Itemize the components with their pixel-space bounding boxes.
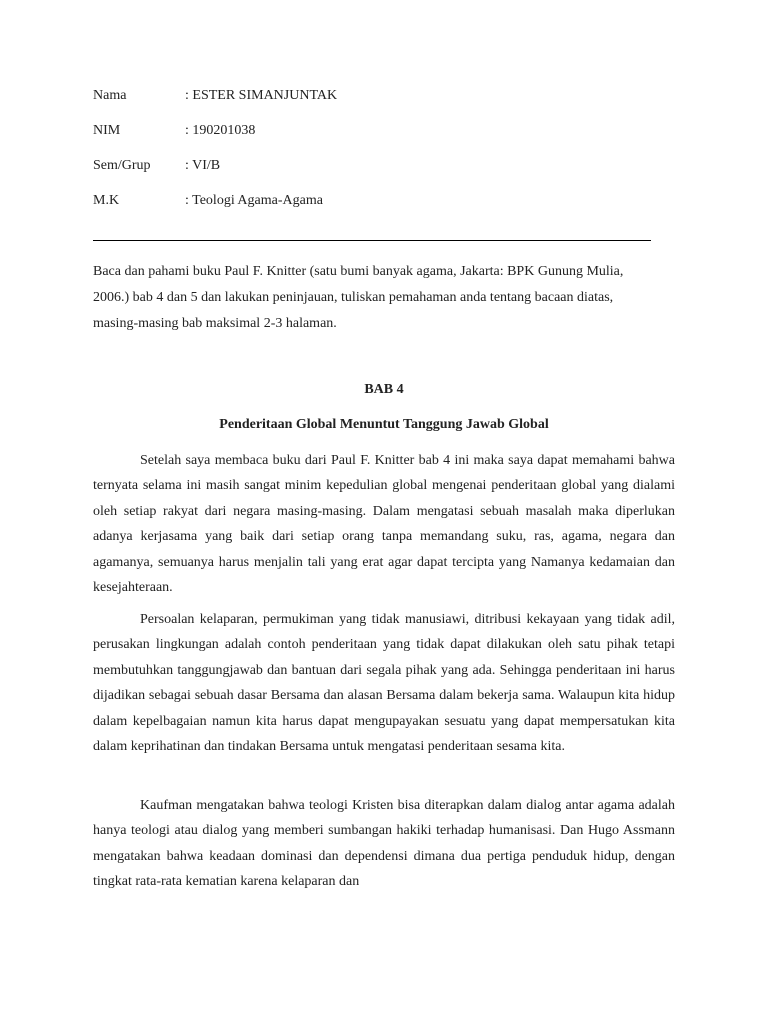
- name-label: Nama: [93, 88, 127, 103]
- body-paragraph-2: Persoalan kelaparan, permukiman yang tidak manusiawi, ditribusi kekayaan yang tidak adil, perusakan lingkungan adalah contoh penderitaan yang tidak dapat dilakukan oleh satu pihak tetapi membutuhkan tanggungjawab dan bantuan dari segala pihak yang ada. Sehingga penderitaan ini harus dijadikan sebagai sebuah dasar Bersama dan alasan Bersama dalam bekerja sama. Walaupun kita hidup dalam kepelbagaian namun kita harus dapat mengupayakan sesuatu yang dapat mempersatukan kita dalam keprihatinan dan tindakan Bersama untuk mengatasi penderitaan sesama kita.: [93, 612, 675, 755]
- assignment-instruction: Baca dan pahami buku Paul F. Knitter (satu bumi banyak agama, Jakarta: BPK Gunung Mulia, 2006.) bab 4 dan 5 dan lakukan peninjauan, tuliskan pemahaman anda tentang bacaan diatas, masing-masing bab maksimal 2-3 halaman.: [93, 264, 624, 331]
- nim-value: : 190201038: [185, 123, 256, 138]
- course-label: M.K: [93, 193, 120, 208]
- body-paragraph-1: Setelah saya membaca buku dari Paul F. Knitter bab 4 ini maka saya dapat memahami bahwa ternyata selama ini masih sangat minim kepedulian global mengenai penderitaan global yang dialami oleh setiap rakyat dari negara masing-masing. Dalam mengatasi sebuah masalah maka diperlukan adanya kerjasama yang baik dari setiap orang tanpa memandang suku, ras, agama, negara dan agamanya, semuanya harus menjalin tali yang erat agar dapat tercipta yang Namanya kedamaian dan kesejahteraan.: [93, 453, 675, 596]
- course-value: : Teologi Agama-Agama: [185, 193, 323, 208]
- chapter-title: Penderitaan Global Menuntut Tanggung Jawab Global: [219, 417, 549, 432]
- group-label: Sem/Grup: [93, 158, 151, 173]
- nim-label: NIM: [93, 123, 121, 138]
- name-value: : ESTER SIMANJUNTAK: [185, 88, 338, 103]
- header-divider: [93, 240, 651, 241]
- group-value: : VI/B: [185, 158, 221, 173]
- chapter-number: BAB 4: [364, 382, 404, 397]
- body-paragraph-3: Kaufman mengatakan bahwa teologi Kristen bisa diterapkan dalam dialog antar agama adalah hanya teologi atau dialog yang memberi sumbangan hakiki terhadap humanisasi. Dan Hugo Assmann mengatakan bahwa keadaan dominasi dan dependensi dimana dua pertiga penduduk hidup, dengan tingkat rata-rata kematian karena kelaparan dan: [93, 798, 675, 890]
